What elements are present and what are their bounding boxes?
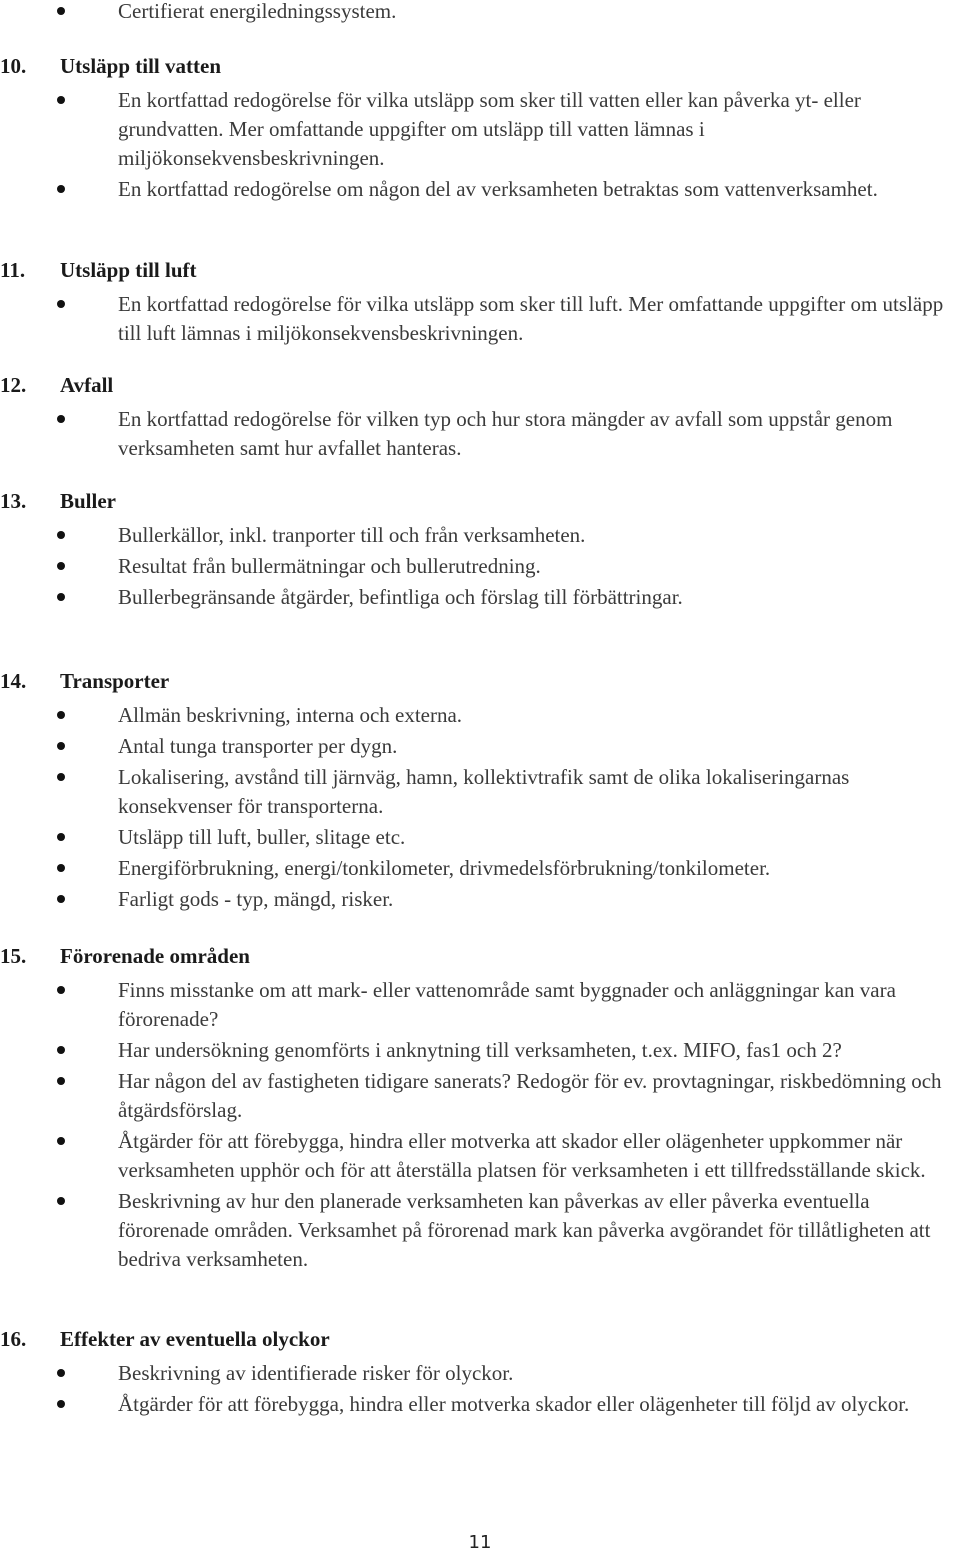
bullet-icon bbox=[57, 1046, 65, 1054]
bullet-icon bbox=[57, 711, 65, 719]
bullet-icon bbox=[57, 300, 65, 308]
bullet-icon bbox=[57, 1400, 65, 1408]
list-item: Lokalisering, avstånd till järnväg, hamn, kollektivtrafik samt de olika lokaliseringarnas konsekvenser för transporterna. bbox=[0, 763, 960, 821]
section-number: 12. bbox=[0, 373, 27, 397]
bullet-icon bbox=[57, 531, 65, 539]
bullet-icon bbox=[57, 864, 65, 872]
bullet-icon bbox=[57, 773, 65, 781]
section-number: 14. bbox=[0, 669, 27, 693]
section-continued bbox=[0, 0, 960, 28]
bullet-icon bbox=[57, 895, 65, 903]
section-title: Utsläpp till vatten bbox=[60, 54, 222, 78]
section-title: Avfall bbox=[60, 373, 114, 397]
page-number: 11 bbox=[468, 1532, 492, 1553]
bullet-icon bbox=[57, 415, 65, 423]
section-number: 13. bbox=[0, 489, 27, 513]
list-item: Allmän beskrivning, interna och externa. bbox=[0, 701, 960, 730]
list-item: Bullerkällor, inkl. tranporter till och från verksamheten. bbox=[0, 521, 960, 550]
section-title: Effekter av eventuella olyckor bbox=[60, 1327, 330, 1351]
bullet-icon bbox=[57, 7, 65, 15]
section-12 bbox=[0, 371, 960, 465]
bullet-icon bbox=[57, 833, 65, 841]
list-item: Har undersökning genomförts i anknytning till verksamheten, t.ex. MIFO, fas1 och 2? bbox=[0, 1036, 960, 1065]
section-title: Utsläpp till luft bbox=[60, 258, 197, 282]
section-number: 16. bbox=[0, 1327, 27, 1351]
list-item: Bullerbegränsande åtgärder, befintliga och förslag till förbättringar. bbox=[0, 583, 960, 612]
section-13 bbox=[0, 487, 960, 614]
section-16 bbox=[0, 1325, 960, 1421]
section-10 bbox=[0, 52, 960, 206]
bullet-icon bbox=[57, 742, 65, 750]
bullet-icon bbox=[57, 185, 65, 193]
bullet-icon bbox=[57, 593, 65, 601]
list-item: Beskrivning av hur den planerade verksamheten kan påverkas av eller påverka eventuella förorenade områden. Verksamhet på förorenad mark kan påverka avgörandet för tillåtligheten att bedriva verksamheten. bbox=[0, 1187, 960, 1274]
bullet-icon bbox=[57, 1137, 65, 1145]
bullet-icon bbox=[57, 986, 65, 994]
list-item: Beskrivning av identifierade risker för olyckor. bbox=[0, 1359, 960, 1388]
section-heading bbox=[0, 667, 960, 701]
section-number: 10. bbox=[0, 54, 27, 78]
section-14 bbox=[0, 667, 960, 916]
list-item: Farligt gods - typ, mängd, risker. bbox=[0, 885, 960, 914]
bullet-icon bbox=[57, 1197, 65, 1205]
section-number: 11. bbox=[0, 258, 26, 282]
section-15 bbox=[0, 942, 960, 1276]
list-item: Energiförbrukning, energi/tonkilometer, drivmedelsförbrukning/tonkilometer. bbox=[0, 854, 960, 883]
section-heading bbox=[0, 371, 960, 405]
list-item: Åtgärder för att förebygga, hindra eller motverka skador eller olägenheter till följd av olyckor. bbox=[0, 1390, 960, 1419]
section-number: 15. bbox=[0, 944, 27, 968]
list-item: En kortfattad redogörelse om någon del av verksamheten betraktas som vattenverksamhet. bbox=[0, 175, 960, 204]
list-item: En kortfattad redogörelse för vilka utsläpp som sker till vatten eller kan påverka yt- eller grundvatten. Mer omfattande uppgifter om utsläpp till vatten lämnas i miljökonsekvensbeskrivningen. bbox=[0, 86, 960, 173]
bullet-icon bbox=[57, 1369, 65, 1377]
list-item: Utsläpp till luft, buller, slitage etc. bbox=[0, 823, 960, 852]
list-item: Resultat från bullermätningar och bullerutredning. bbox=[0, 552, 960, 581]
section-heading bbox=[0, 1325, 960, 1359]
list-item: Har någon del av fastigheten tidigare sanerats? Redogör för ev. provtagningar, riskbedömning och åtgärdsförslag. bbox=[0, 1067, 960, 1125]
section-heading bbox=[0, 256, 960, 290]
list-item: En kortfattad redogörelse för vilken typ och hur stora mängder av avfall som uppstår genom verksamheten samt hur avfallet hanteras. bbox=[0, 405, 960, 463]
section-title: Förorenade områden bbox=[60, 944, 250, 968]
bullet-icon bbox=[57, 96, 65, 104]
bullet-icon bbox=[57, 562, 65, 570]
list-item: En kortfattad redogörelse för vilka utsläpp som sker till luft. Mer omfattande uppgifter om utsläpp till luft lämnas i miljökonsekvensbeskrivningen. bbox=[0, 290, 960, 348]
section-title: Buller bbox=[60, 489, 116, 513]
section-heading bbox=[0, 487, 960, 521]
list-item: Finns misstanke om att mark- eller vattenområde samt byggnader och anläggningar kan vara förorenade? bbox=[0, 976, 960, 1034]
section-title: Transporter bbox=[60, 669, 170, 693]
list-item: Certifierat energiledningssystem. bbox=[0, 0, 960, 26]
section-11 bbox=[0, 256, 960, 350]
list-item: Åtgärder för att förebygga, hindra eller motverka att skador eller olägenheter uppkommer när verksamheten upphör och för att återställa platsen för verksamheten i ett tillfredsställande skick. bbox=[0, 1127, 960, 1185]
section-heading bbox=[0, 52, 960, 86]
list-item: Antal tunga transporter per dygn. bbox=[0, 732, 960, 761]
bullet-icon bbox=[57, 1077, 65, 1085]
section-heading bbox=[0, 942, 960, 976]
